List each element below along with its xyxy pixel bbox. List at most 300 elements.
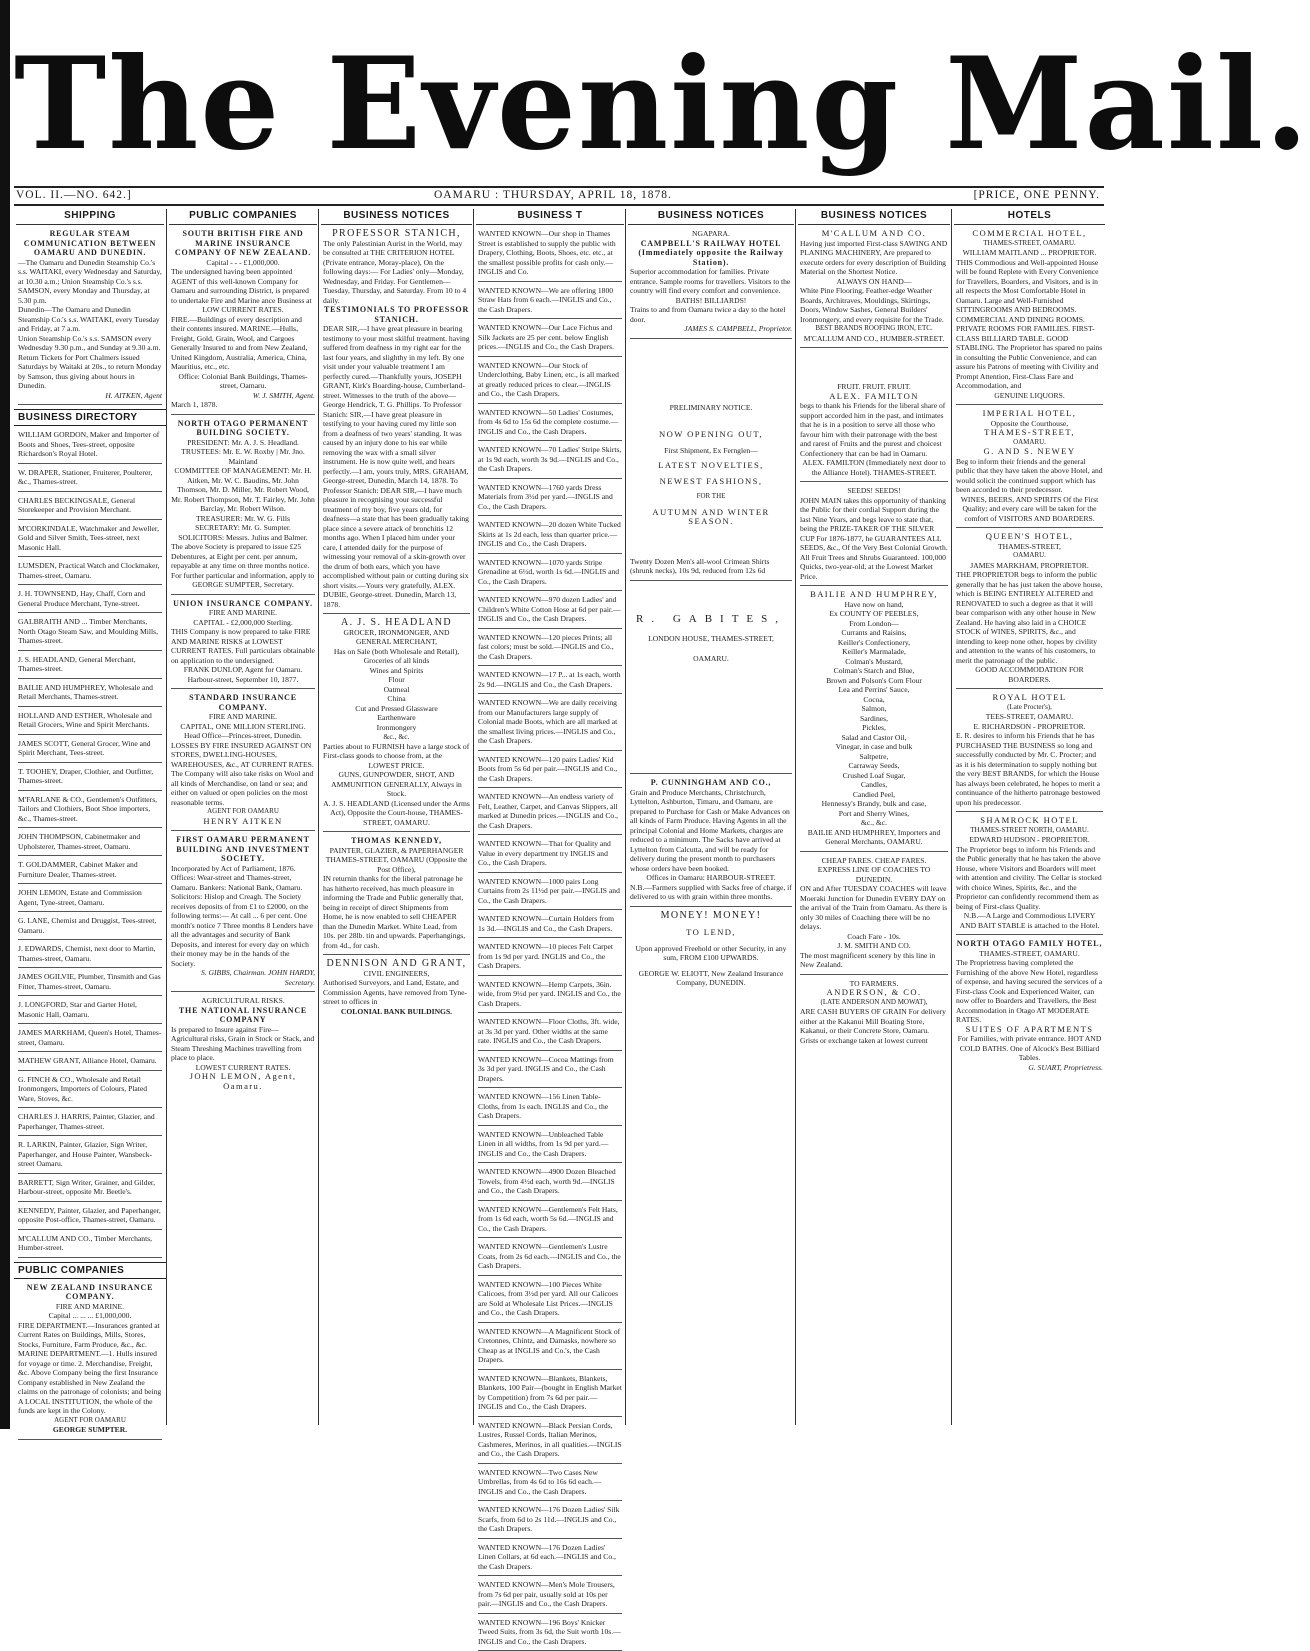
headland-stock-list bbox=[323, 656, 470, 742]
ad-body: Authorised Surveyors, and Land, Estate, and Commission Agents, have removed from Tyne-street to offices in bbox=[323, 978, 470, 1007]
ad-title: QUEEN'S HOTEL, bbox=[956, 532, 1103, 542]
directory-entry: J. LONGFORD, Star and Garter Hotel, Masonic Hall, Oamaru. bbox=[18, 1000, 162, 1024]
wanted-notice: WANTED KNOWN—We are daily receiving from our Manufacturers large supply of Colonial made Boots, which are all marked at the smallest living prices.—INGLIS and Co., the Cash Drapers. bbox=[478, 698, 622, 751]
directory-entry: T. GOLDAMMER, Cabinet Maker and Furniture Dealer, Thames-street. bbox=[18, 860, 162, 884]
list-item: China bbox=[323, 694, 470, 704]
ad-heading: FRUIT. FRUIT. FRUIT. bbox=[800, 382, 948, 392]
list-item: Candied Peel, bbox=[800, 790, 948, 800]
cunningham-ad bbox=[630, 778, 792, 907]
wanted-notice: WANTED KNOWN—70 Ladies' Stripe Skirts, at 1s 9d each, worth 3s 9d.—INGLIS and Co., the Cash Drapers. bbox=[478, 445, 622, 479]
ad-signature: W. J. SMITH, Agent. bbox=[171, 391, 315, 401]
wanted-notice: WANTED KNOWN—A Magnificent Stock of Cretonnes, Chintz, and Damasks, nowhere so Cheap as at INGLIS and Co.'s, the Cash Drapers. bbox=[478, 1327, 622, 1370]
anderson-ad bbox=[800, 979, 948, 1050]
price: [PRICE, ONE PENNY. bbox=[974, 189, 1100, 201]
ad-line: THAMES-STREET NORTH, OAMARU. bbox=[956, 826, 1103, 836]
ad-body: ON and After TUESDAY COACHES will leave Moeraki Junction for Dunedin EVERY DAY on the arrival of the Train from Oamaru. As there is only 30 miles of Coaching there will be no delays. bbox=[800, 884, 948, 932]
wanted-notice: WANTED KNOWN—Our Lace Fichus and Silk Jackets are 25 per cent. below English prices.—INGLIS and Co., the Cash Drapers. bbox=[478, 323, 622, 357]
ad-body: Parties about to FURNISH have a large stock of First-class goods to choose from, at the bbox=[323, 742, 470, 761]
ad-body: The above Society is prepared to issue £25 Debentures, at Eight per cent. per annum, repayable at any time on three months notice. For further particular and information, apply to bbox=[171, 542, 315, 580]
wanted-notice: WANTED KNOWN—120 pairs Ladies' Kid Boots from 5s 6d per pair.—INGLIS and Co., the Cash Drapers. bbox=[478, 755, 622, 789]
directory-entry: CHARLES BECKINGSALE, General Storekeeper and Provision Merchant. bbox=[18, 496, 162, 520]
ad-title: M'CALLUM AND CO. bbox=[800, 229, 948, 239]
wanted-notice: WANTED KNOWN—An endless variety of Felt, Leather, Carpet, and Canvas Slippers, all marked at Dunedin prices.—INGLIS and Co., the Cash Drapers. bbox=[478, 792, 622, 835]
ad-title: R. GABITES, bbox=[630, 615, 792, 625]
list-item: Crushed Loaf Sugar, bbox=[800, 771, 948, 781]
ad-body: THIS Commodious and Well-appointed House will be found Replete with Every Convenience for Travellers, Boarders, and Visitors, and is in all respects the Most Comfortable Hotel in Oamaru. Large and Well-Furnished SITTINGROOMS AND BEDROOMS. COMMERCIAL AND DINING ROOMS. PRIVATE ROOMS FOR FAMILIES. FIRST-CLASS BILLIARD TABLE. GOOD STABLING. The Proprietor has spared no pains in consulting the Public Convenience, and can assure his Patrons of meeting with Civility and Prompt Attention, First-Class Fare and Accommodation, and bbox=[956, 258, 1103, 391]
ad-body: JOHN MAIN takes this opportunity of thanking the Public for their cordial Support during the last Nine Years, and begs leave to state that, being the PRIZE-TAKER OF THE SILVER CUP For 1876-1877, he GUARANTEES ALL SEEDS, &c., Of the Very Best Colonial Growth. All Fruit Trees and Shrubs Guaranteed. 100,000 Quicks, two-year-old, at the Lowest Market Price. bbox=[800, 496, 948, 582]
section-heading: PUBLIC COMPANIES bbox=[14, 1262, 166, 1279]
wanted-notice: WANTED KNOWN—1000 pairs Long Curtains from 2s 11½d per pair.—INGLIS and Co., the Cash Drapers. bbox=[478, 877, 622, 911]
ad-line: ALWAYS ON HAND— bbox=[800, 277, 948, 287]
directory-entry: M'CORKINDALE, Watchmaker and Jeweller, Gold and Silver Smith, Tees-street, next Masonic Hall. bbox=[18, 524, 162, 558]
wanted-notice: WANTED KNOWN—Gentlemen's Lustre Coats, from 2s 6d each.—INGLIS and Co., the Cash Drapers. bbox=[478, 1242, 622, 1276]
ad-body: Twenty Dozen Men's all-wool Crimean Shirts (shrunk necks), 10s 9d, reduced from 12s 6d bbox=[630, 557, 792, 576]
ad-line: Coach Fare - 10s. bbox=[800, 932, 948, 942]
ad-body: The most magnificent scenery by this line in New Zealand. bbox=[800, 951, 948, 970]
business-directory bbox=[14, 430, 166, 1258]
ad-line: WILLIAM MAITLAND ... PROPRIETOR. bbox=[956, 248, 1103, 258]
list-item: Keiller's Confectionery, bbox=[800, 638, 948, 648]
ad-body: N.B.—Farmers supplied with Sacks free of charge, if delivered to us with grain within three months. bbox=[630, 883, 792, 902]
ad-capital: Capital ... ... ... £1,000,000. bbox=[18, 1311, 162, 1321]
ad-title: SOUTH BRITISH FIRE AND MARINE INSURANCE COMPANY OF NEW ZEALAND. bbox=[171, 229, 315, 258]
ad-body: Is prepared to Insure against Fire—Agricultural risks, Grain in Stock or Stack, and Steam Threshing Machines travelling from place to place. bbox=[171, 1025, 315, 1063]
column-business-notices-2 bbox=[473, 209, 626, 1425]
column-heading: BUSINESS NOTICES bbox=[321, 209, 472, 225]
ad-signature: ALEX. FAMILTON (Immediately next door to the Alliance Hotel). THAMES-STREET. bbox=[800, 458, 948, 477]
directory-entry: JOHN LEMON, Estate and Commission Agent, Tyne-street, Oamaru. bbox=[18, 888, 162, 912]
directory-entry: T. TOOHEY, Draper, Clothier, and Outfitter, Thames-street. bbox=[18, 767, 162, 791]
ad-line: JAMES MARKHAM, PROPRIETOR. bbox=[956, 561, 1103, 571]
directory-entry: BAILIE AND HUMPHREY, Wholesale and Retail Merchants, Thames-street. bbox=[18, 683, 162, 707]
ad-signature: G. SUART, Proprietress. bbox=[956, 1063, 1103, 1073]
ad-agent: AGENT FOR OAMARU bbox=[171, 807, 315, 817]
ad-title: CHEAP FARES. CHEAP FARES. bbox=[800, 856, 948, 866]
directory-entry: HOLLAND AND ESTHER, Wholesale and Retail Grocers, Wine and Spirit Merchants. bbox=[18, 711, 162, 735]
ad-line: OAMARU. bbox=[630, 654, 792, 664]
ad-line: FOR THE bbox=[630, 492, 792, 502]
wanted-notice: WANTED KNOWN—Curtain Holders from 1s 3d.—INGLIS and Co., the Cash Drapers. bbox=[478, 914, 622, 938]
ad-title: COMMERCIAL HOTEL, bbox=[956, 229, 1103, 239]
list-item: Oatmeal bbox=[323, 685, 470, 695]
ad-line: THAMES-STREET, OAMARU. bbox=[956, 239, 1103, 249]
preliminary-notice-ad bbox=[630, 343, 792, 581]
ad-line: OAMARU. bbox=[956, 438, 1103, 448]
north-otago-hotel-ad bbox=[956, 939, 1103, 1076]
ad-body: Return Tickets for Port Chalmers issued Saturdays by Waitaki at 20s., to return Monday by Samson, thus giving about hours in Dunedin. bbox=[18, 353, 162, 391]
imperial-hotel-ad bbox=[956, 409, 1103, 528]
wanted-notice: WANTED KNOWN—Two Cases New Umbrellas, from 4s 6d to 16s 6d each.—INGLIS and Co., the Cash Drapers. bbox=[478, 1468, 622, 1502]
ad-body: IN returnin thanks for the liberal patronage he has hitherto received, has much pleasure in informing the Trade and Public generally that, being in receipt of direct Shipments from Home, he is now enabled to sell CHEAPER than the Dunedin Market. White Lead, from 10s. per 28lb. tin and upwards. Paperhangings, from 4d., for cash. bbox=[323, 874, 470, 950]
list-item: Candles, bbox=[800, 780, 948, 790]
bailie-humphrey-ad bbox=[800, 590, 948, 852]
ad-line: LONDON HOUSE, THAMES-STREET, bbox=[630, 634, 792, 644]
directory-entry: G. LANE, Chemist and Druggist, Tees-street, Oamaru. bbox=[18, 916, 162, 940]
masthead-title: The Evening Mail. bbox=[14, 29, 1104, 182]
column-business-notices-3 bbox=[625, 209, 796, 1425]
ad-subtitle: FIRE AND MARINE. bbox=[18, 1302, 162, 1312]
shamrock-hotel-ad bbox=[956, 816, 1103, 935]
ad-title: FIRST OAMARU PERMANENT BUILDING AND INVESTMENT SOCIETY. bbox=[171, 835, 315, 864]
ad-body: Union Steamship Co.'s s.s. SAMSON every Wednesday 9.30 p.m., and Sunday at 9.30 a.m. bbox=[18, 334, 162, 353]
ad-body: For Families, with private entrance. HOT AND COLD BATHS. One of Alcock's Best Billiard Tables. bbox=[956, 1034, 1103, 1063]
wanted-notice: WANTED KNOWN—1070 yards Stripe Grenadine at 6½d, worth 1s 6d.—INGLIS and Co., the Cash Drapers. bbox=[478, 558, 622, 592]
list-item: &c., &c. bbox=[323, 732, 470, 742]
ad-signature: A. J. S. HEADLAND (Licensed under the Arms Act), Opposite the Court-house, THAMES-STREET, OAMARU. bbox=[323, 799, 470, 828]
ad-line: THAMES-STREET, bbox=[956, 428, 1103, 438]
ad-heading: TO FARMERS. bbox=[800, 979, 948, 989]
ad-title: A. J. S. HEADLAND bbox=[323, 618, 470, 628]
ad-subtitle: FIRE AND MARINE. bbox=[171, 712, 315, 722]
ad-signature: FRANK DUNLOP, Agent for Oamaru. Harbour-street, September 10, 1877. bbox=[171, 665, 315, 684]
ad-capital: CAPITAL - £2,000,000 Sterling. bbox=[171, 618, 315, 628]
column-heading: BUSINESS T bbox=[476, 209, 624, 225]
royal-hotel-ad bbox=[956, 693, 1103, 812]
list-item: Salad and Castor Oil, bbox=[800, 733, 948, 743]
ad-signature: BAILIE AND HUMPHREY, Importers and General Merchants, OAMARU. bbox=[800, 828, 948, 847]
ad-body: Beg to inform their friends and the general public that they have taken the above Hotel, and would solicit the continued support which has been accorded to their predecessor. bbox=[956, 457, 1103, 495]
ad-title: BAILIE AND HUMPHREY, bbox=[800, 590, 948, 600]
ad-body: The only Palestinian Aurist in the World, may be consulted at THE CRITERION HOTEL (Private entrance, Moray-place), On the following days:— For Ladies' only—Monday, Wednesday, and Friday. For Gentlemen—Tuesday, Thursday, and Saturday. From 10 to 4 daily. bbox=[323, 239, 470, 306]
ad-address: COLONIAL BANK BUILDINGS. bbox=[323, 1007, 470, 1017]
national-insurance-ad bbox=[171, 996, 315, 1095]
ad-body: The Proprietress having completed the Furnishing of the above New Hotel, regardless of expense, and having secured the services of a First-class Cook and Experienced Waiter, can now offer to Boarders and Travellers, the Best Accommodation in Otago AT MODERATE RATES. bbox=[956, 958, 1103, 1025]
wanted-known-list bbox=[474, 229, 626, 1651]
ad-title: STANDARD INSURANCE COMPANY. bbox=[171, 693, 315, 712]
ad-title: PROFESSOR STANICH, bbox=[323, 229, 470, 239]
ad-line: Has on Sale (both Wholesale and Retail), bbox=[323, 647, 470, 657]
ad-line: PRESIDENT: Mr. A. J. S. Headland. bbox=[171, 438, 315, 448]
list-item: Earthenware bbox=[323, 713, 470, 723]
seeds-ad bbox=[800, 486, 948, 586]
binding-spine bbox=[0, 0, 10, 1429]
ad-subtitle: GENERAL MERCHANT, bbox=[323, 637, 470, 647]
ad-body: Having just imported First-class SAWING AND PLANING MACHINERY, Are prepared to execute orders for every description of Building Material on the Shortest Notice. bbox=[800, 239, 948, 277]
ad-line: THAMES-STREET, bbox=[956, 542, 1103, 552]
ad-rates: LOW CURRENT RATES. bbox=[171, 305, 315, 315]
column-heading: SHIPPING bbox=[16, 209, 164, 225]
ad-line: AUTUMN AND WINTER SEASON. bbox=[630, 508, 792, 527]
ad-title: SHAMROCK HOTEL bbox=[956, 816, 1103, 826]
ad-body: Superior accommodation for families. Private entrance. Sample rooms for travellers. Visitors to the country will find every comfort and convenience. bbox=[630, 267, 792, 296]
mccallum-ad bbox=[800, 229, 948, 348]
ad-agent: AGENT FOR OAMARU bbox=[18, 1416, 162, 1426]
wanted-notice: WANTED KNOWN—Gentlemen's Felt Hats, from 1s 6d each, worth 5s 6d.—INGLIS and Co., the Cash Drapers. bbox=[478, 1205, 622, 1239]
ad-line: NEWEST FASHIONS, bbox=[630, 477, 792, 487]
wanted-notice: WANTED KNOWN—196 Boys' Knicker Tweed Suits, from 3s 6d, the Suit worth 10s.—INGLIS and Co., the Cash Drapers. bbox=[478, 1618, 622, 1651]
list-item: Currants and Raisins, bbox=[800, 628, 948, 638]
ad-line: (Late Procter's), bbox=[956, 703, 1103, 713]
ad-body: —The Oamaru and Dunedin Steamship Co.'s s.s. WAITAKI, every Wednesday and Saturday, at 10.30 a.m.; Union Steamship Co.'s s.s. SAMSON, every Monday and Thursday, at 5.30 p.m. bbox=[18, 258, 162, 306]
ad-signature: M'CALLUM AND CO., HUMBER-STREET. bbox=[800, 334, 948, 344]
wanted-notice: WANTED KNOWN—20 dozen White Tucked Skirts at 1s 2d each, less than quarter price.—INGLIS and Co., the Cash Drapers. bbox=[478, 520, 622, 554]
ad-line: TO LEND, bbox=[630, 928, 792, 938]
headland-ad bbox=[323, 618, 470, 832]
column-shipping bbox=[14, 209, 166, 1425]
ad-subtitle: G. AND S. NEWEY bbox=[956, 447, 1103, 457]
list-item: Colman's Starch and Blue, bbox=[800, 666, 948, 676]
ad-line: TRUSTEES: Mr. E. W. Roxby | Mr. Jno. Mainland bbox=[171, 447, 315, 466]
ad-body: FIRE.—Buildings of every description and their contents insured. MARINE.—Hulls, Freight, Gold, Grain, Wool, and Cargoes Generally Insured to and from New Zealand, United Kingdom, Australia, America, China, Mauritius, etc., etc. bbox=[171, 315, 315, 372]
bailie-stock-list bbox=[800, 628, 948, 828]
directory-entry: LUMSDEN, Practical Watch and Clockmaker, Thames-street, Oamaru. bbox=[18, 561, 162, 585]
ad-signature: J. M. SMITH AND CO. bbox=[800, 941, 948, 951]
familton-ad bbox=[800, 352, 948, 482]
directory-entry: JAMES SCOTT, General Grocer, Wine and Spirit Merchant, Tees-street. bbox=[18, 739, 162, 763]
ad-line: GOOD ACCOMMODATION FOR BOARDERS. bbox=[956, 665, 1103, 684]
ad-heading: NGAPARA. bbox=[630, 229, 792, 239]
ad-signature: GEORGE SUMPTER, Secretary. bbox=[171, 580, 315, 590]
coach-fares-ad bbox=[800, 856, 948, 975]
ad-title: REGULAR STEAM COMMUNICATION BETWEEN OAMARU AND DUNEDIN. bbox=[18, 229, 162, 258]
ad-body: Incorporated by Act of Parliament, 1876. Offices: Wear-street and Thames-street, Oamaru. Bankers: National Bank, Oamaru. Solicitors: Hislop and Creagh. The Society receives deposits of from £1 to £2000, on the following terms:— At call ... 6 per cent. One month's notice 7 Three months 8 Lenders have all the advantages and security of Bank Deposits, and interest for every day on which their money may be in the hands of the Society. bbox=[171, 864, 315, 969]
standard-insurance-ad bbox=[171, 693, 315, 831]
wanted-notice: WANTED KNOWN—10 pieces Felt Carpet from 1s 9d per yard. INGLIS and Co., the Cash Drapers. bbox=[478, 942, 622, 976]
wanted-notice: WANTED KNOWN—Unbleached Table Linen in all widths, from 1s 9d per yard.—INGLIS and Co., the Cash Drapers. bbox=[478, 1130, 622, 1164]
directory-entry: J. S. HEADLAND, General Merchant, Thames-street. bbox=[18, 655, 162, 679]
ad-body: LOSSES BY FIRE INSURED AGAINST ON STORES, DWELLING-HOUSES, WAREHOUSES, &c., AT CURRENT RATES. The Company will also take risks on Wool and all kinds of Merchandise, on land or sea; and either on valued or open policies on the most reasonable terms. bbox=[171, 741, 315, 808]
ad-signature: H. AITKEN, Agent bbox=[18, 391, 162, 401]
wanted-notice: WANTED KNOWN—Our shop in Thames Street is established to supply the public with Drapery, Clothing, Boots, Shoes, etc. etc., at the smallest possible profits for cash only.—INGLIS and Co. bbox=[478, 229, 622, 282]
list-item: Sardines, bbox=[800, 714, 948, 724]
wanted-notice: WANTED KNOWN—50 Ladies' Costumes, from 4s 6d to 15s 6d the complete costume.—INGLIS and Co., the Cash Drapers. bbox=[478, 408, 622, 442]
column-heading: HOTELS bbox=[954, 209, 1105, 225]
directory-entry: J. EDWARDS, Chemist, next door to Martin, Thames-street, Oamaru. bbox=[18, 944, 162, 968]
list-item: Salmon, bbox=[800, 704, 948, 714]
south-british-ad bbox=[171, 229, 315, 415]
wanted-notice: WANTED KNOWN—176 Dozen Ladies' Silk Scarfs, from 6d to 2s 11d.—INGLIS and Co., the Cash Drapers. bbox=[478, 1505, 622, 1539]
ad-office: Offices in Oamaru: HARBOUR-STREET. bbox=[630, 873, 792, 883]
ad-line: From London— bbox=[800, 619, 948, 629]
list-item: Vinegar, in case and bulk bbox=[800, 742, 948, 752]
north-otago-building-ad bbox=[171, 419, 315, 595]
ad-body: The Proprietor begs to inform his Friends and the Public generally that he has taken the above House, where Visitors and Boarders will meet with attention and civility. The Cellar is stocked with choice Wines, Spirits, &c., and the Proprietor can confidently recommend them as being of First-class Quality. bbox=[956, 845, 1103, 912]
directory-entry: JAMES OGILVIE, Plumber, Tinsmith and Gas Fitter, Thames-street, Oamaru. bbox=[18, 972, 162, 996]
ad-signature: S. GIBBS, Chairman. JOHN HARDY, Secretary. bbox=[171, 968, 315, 987]
list-item: Keiller's Marmalade, bbox=[800, 647, 948, 657]
dateline bbox=[14, 186, 1104, 206]
ngapara-hotel-ad bbox=[630, 229, 792, 339]
ad-body: THIS Company is now prepared to take FIRE AND MARINE RISKS at LOWEST CURRENT RATES. Full particulars obtainable on application to the undersigned. bbox=[171, 627, 315, 665]
wanted-notice: WANTED KNOWN—Cocoa Mattings from 3s 3d per yard. INGLIS and Co., the Cash Drapers. bbox=[478, 1055, 622, 1089]
wanted-notice: WANTED KNOWN—Men's Mole Trousers, from 7s 6d per pair, usually sold at 10s per pair.—INGLIS and Co., the Cash Drapers. bbox=[478, 1580, 622, 1614]
ad-capital: Capital - - - £1,000,000. bbox=[171, 258, 315, 268]
ad-date: March 1, 1878. bbox=[171, 400, 315, 410]
ad-line: E. RICHARDSON - PROPRIETOR. bbox=[956, 722, 1103, 732]
ad-body: THE PROPRIETOR begs to inform the public generally that he has just taken the above house, which is BEING ENTIRELY ALTERED and RENOVATED to such a degree as that it will bear comparison with any other house in New Zealand. He having also laid in a CHOICE STOCK of WINES, SPIRITS, &c., and intending to keep none other, hopes by civility and attention to the wants of his customers, to merit the patronage of the public. bbox=[956, 570, 1103, 665]
list-item: Cut and Pressed Glassware bbox=[323, 704, 470, 714]
ad-line: N.B.—A Large and Commodious LIVERY AND BAIT STABLE is attached to the Hotel. bbox=[956, 911, 1103, 930]
ad-line: NOW OPENING OUT, bbox=[630, 430, 792, 440]
wanted-notice: WANTED KNOWN—970 dozen Ladies' and Children's White Cotton Hose at 6d per pair.—INGLIS and Co., the Cash Drapers. bbox=[478, 595, 622, 629]
column-heading: BUSINESS NOTICES bbox=[798, 209, 950, 225]
kennedy-ad bbox=[323, 836, 470, 955]
ad-body: Grain and Produce Merchants, Christchurch, Lyttelton, Ashburton, Timaru, and Oamaru, are prepared to Purchase for Cash or Make Advances on all kinds of Farm Produce. Having Agents in all the principal Colonial and Home Markets, charges are reduced to a minimum. The Sacks have arrived at Lyttelton from Calcutta, and will be ready for delivery during the present month to purchasers whose orders have been booked. bbox=[630, 788, 792, 874]
wanted-notice: WANTED KNOWN—1760 yards Dress Materials from 3½d per yard.—INGLIS and Co., the Cash Drapers. bbox=[478, 483, 622, 517]
ad-signature: GEORGE SUMPTER. bbox=[18, 1425, 162, 1435]
ad-title: ROYAL HOTEL bbox=[956, 693, 1103, 703]
ad-subtitle: TESTIMONIALS TO PROFESSOR STANICH. bbox=[323, 305, 470, 324]
ad-line: SUITES OF APARTMENTS bbox=[956, 1025, 1103, 1035]
list-item: Wines and Spirits bbox=[323, 666, 470, 676]
ad-title: DENNISON AND GRANT, bbox=[323, 959, 470, 969]
directory-entry: WILLIAM GORDON, Maker and Importer of Boots and Shoes, Tees-street, opposite Richardson's Royal Hotel. bbox=[18, 430, 162, 464]
column-public-companies bbox=[166, 209, 319, 1425]
columns bbox=[14, 209, 1106, 1425]
wanted-notice: WANTED KNOWN—Blankets, Blankets, Blankets, 100 Pair—(bought in English Market by Competition) from 7s 6d per pair.—INGLIS and Co., the Cash Drapers. bbox=[478, 1374, 622, 1417]
ad-subtitle: CIVIL ENGINEERS, bbox=[323, 969, 470, 979]
ad-body: E. R. desires to inform his Friends that he has PURCHASED THE BUSINESS so long and successfully conducted by Mr. C. Procter; and as it is his determination to supply nothing but the very BEST BRANDS, for which the House has always been celebrated, he hopes to merit a continuance of the hitherto patronage bestowed upon his predecessor. bbox=[956, 731, 1103, 807]
list-item: Groceries of all kinds bbox=[323, 656, 470, 666]
ad-title: SEEDS! SEEDS! bbox=[800, 486, 948, 496]
ad-line: TREASURER: Mr. W. G. Fills bbox=[171, 514, 315, 524]
ad-price: LOWEST PRICE. bbox=[323, 761, 470, 771]
directory-entry: JOHN THOMPSON, Cabinetmaker and Upholsterer, Thames-street, Oamaru. bbox=[18, 832, 162, 856]
ad-signature: GEORGE W. ELIOTT, New Zealand Insurance Company, DUNEDIN. bbox=[630, 969, 792, 988]
nz-insurance-ad bbox=[18, 1283, 162, 1440]
ad-title: NORTH OTAGO FAMILY HOTEL, bbox=[956, 939, 1103, 949]
directory-entry: KENNEDY, Painter, Glazier, and Paperhanger, opposite Post-office, Thames-street, Oamaru. bbox=[18, 1206, 162, 1230]
professor-stanich-ad bbox=[323, 229, 470, 614]
ad-body: Trains to and from Oamaru twice a day to the hotel door. bbox=[630, 305, 792, 324]
wanted-notice: WANTED KNOWN—We are offering 1800 Straw Hats from 6 each.—INGLIS and Co., the Cash Drapers. bbox=[478, 286, 622, 320]
ad-line: SECRETARY: Mr. G. Sumpter. bbox=[171, 523, 315, 533]
ad-heading: AGRICULTURAL RISKS. bbox=[171, 996, 315, 1006]
ad-rates: LOWEST CURRENT RATES. bbox=[171, 1063, 315, 1073]
ad-body: White Pine Flooring, Feather-edge Weather Boards, Architraves, Mouldings, Skirtings, Doors, Window Sashes, General Builders' Ironmongery, and every requisite for the Trade. bbox=[800, 286, 948, 324]
wanted-notice: WANTED KNOWN—Black Persian Cords, Lustres, Russel Cords, Italian Merinos, Cashmeres, Merinos, in all qualities.—INGLIS and Co., the Cash Drapers. bbox=[478, 1421, 622, 1464]
wanted-notice: WANTED KNOWN—4900 Dozen Bleached Towels, from 4½d each, worth 9d.—INGLIS and Co., the Cash Drapers. bbox=[478, 1167, 622, 1201]
ad-subtitle: FIRE AND MARINE. bbox=[171, 608, 315, 618]
ad-line: Have now on hand, bbox=[800, 600, 948, 610]
ad-office: Office: Colonial Bank Buildings, Thames-street, Oamaru. bbox=[171, 372, 315, 391]
list-item: &c., &c. bbox=[800, 818, 948, 828]
shipping-notice bbox=[18, 229, 162, 405]
wanted-notice: WANTED KNOWN—Hemp Carpets, 36in. wide, from 9½d per yard. INGLIS and Co., the Cash Drapers. bbox=[478, 980, 622, 1014]
ad-body: GUNS, GUNPOWDER, SHOT, AND AMMUNITION GENERALLY, Always in Stock. bbox=[323, 770, 470, 799]
wanted-notice: WANTED KNOWN—176 Dozen Ladies' Linen Collars, at 6d each.—INGLIS and Co., the Cash Drapers. bbox=[478, 1543, 622, 1577]
wanted-notice: WANTED KNOWN—120 pieces Prints; all fast colors; must be sold.—INGLIS and Co., the Cash Drapers. bbox=[478, 633, 622, 667]
ad-capital: CAPITAL, ONE MILLION STERLING. bbox=[171, 722, 315, 732]
ad-line: OAMARU. bbox=[956, 551, 1103, 561]
ad-signature: HENRY AITKEN bbox=[171, 817, 315, 827]
ad-title: NEW ZEALAND INSURANCE COMPANY. bbox=[18, 1283, 162, 1302]
ad-line: First Shipment, Ex Fernglen— bbox=[630, 446, 792, 456]
directory-entry: JAMES MARKHAM, Queen's Hotel, Thames-street, Oamaru. bbox=[18, 1028, 162, 1052]
ad-subtitle: GROCER, IRONMONGER, AND bbox=[323, 628, 470, 638]
ad-title: ALEX. FAMILTON bbox=[800, 392, 948, 402]
list-item: Flour bbox=[323, 675, 470, 685]
ad-line: BATHS! BILLIARDS! bbox=[630, 296, 792, 306]
volume-number: VOL. II.—NO. 642.] bbox=[16, 189, 132, 201]
directory-entry: J. H. TOWNSEND, Hay, Chaff, Corn and General Produce Merchant, Tyne-street. bbox=[18, 589, 162, 613]
list-item: Cocoa, bbox=[800, 695, 948, 705]
queens-hotel-ad bbox=[956, 532, 1103, 689]
wanted-notice: WANTED KNOWN—That for Quality and Value in every department try INGLIS and Co., the Cash Drapers. bbox=[478, 839, 622, 873]
issue-date: OAMARU : THURSDAY, APRIL 18, 1878. bbox=[434, 189, 672, 201]
ad-title: NORTH OTAGO PERMANENT BUILDING SOCIETY. bbox=[171, 419, 315, 438]
ad-body: ARE CASH BUYERS OF GRAIN For delivery either at the Kakanui Mill Boating Store, Kakanui, or their Concrete Store, Oamaru. Grists or exchange taken at lowest current bbox=[800, 1007, 948, 1045]
list-item: Ironmongery bbox=[323, 723, 470, 733]
column-hotels bbox=[951, 209, 1107, 1425]
list-item: Pickles, bbox=[800, 723, 948, 733]
ad-subtitle: EXPRESS LINE OF COACHES TO DUNEDIN. bbox=[800, 865, 948, 884]
directory-entry: M'CALLUM AND CO., Timber Merchants, Humber-street. bbox=[18, 1234, 162, 1258]
wanted-notice: WANTED KNOWN—17 P... at 1s each, worth 2s 9d.—INGLIS and Co., the Cash Drapers. bbox=[478, 670, 622, 694]
directory-entry: M'FARLANE & CO., Gentlemen's Outfitters, Tailors and Clothiers, Boot Shoe importers, &c., Thames-street. bbox=[18, 795, 162, 829]
money-to-lend-ad bbox=[630, 911, 792, 992]
directory-entry: W. DRAPER, Stationer, Fruiterer, Poulterer, &c., Thames-street. bbox=[18, 468, 162, 492]
wanted-notice: WANTED KNOWN—156 Linen Table-Cloths, from 1s each. INGLIS and Co., the Cash Drapers. bbox=[478, 1092, 622, 1126]
ad-line: GENUINE LIQUORS. bbox=[956, 391, 1103, 401]
column-business-notices-1 bbox=[318, 209, 474, 1425]
ad-signature: JOHN LEMON, Agent, Oamaru. bbox=[171, 1072, 315, 1091]
list-item: Colman's Mustard, bbox=[800, 657, 948, 667]
column-heading: PUBLIC COMPANIES bbox=[169, 209, 317, 225]
wanted-notice: WANTED KNOWN—100 Pieces White Calicoes, from 3½d per yard. All our Calicoes are Sold at Wholesale List Prices.—INGLIS and Co., the Cash Drapers. bbox=[478, 1280, 622, 1323]
ad-line: SOLICITORS: Messrs. Julius and Balmer. bbox=[171, 533, 315, 543]
ad-body: begs to thank his Friends for the liberal share of support accorded him in the past, and intimates that he is in a position to serve all those who favour him with their patronage with the best and rarest of Fruits and the purest and choicest Confectionery that can be had in Oamaru. bbox=[800, 401, 948, 458]
list-item: Carraway Seeds, bbox=[800, 761, 948, 771]
list-item: Port and Sherry Wines, bbox=[800, 809, 948, 819]
ad-line: (LATE ANDERSON AND MOWAT), bbox=[800, 998, 948, 1008]
union-insurance-ad bbox=[171, 599, 315, 690]
ad-title: P. CUNNINGHAM AND CO., bbox=[630, 778, 792, 788]
list-item: Saltpetre, bbox=[800, 752, 948, 762]
wanted-notice: WANTED KNOWN—Our Stock of Underclothing, Baby Linen, etc., is all marked at greatly reduced prices to clear.—INGLIS and Co., the Cash Drapers. bbox=[478, 361, 622, 404]
ad-line: LATEST NOVELTIES, bbox=[630, 461, 792, 471]
ad-body: WINES, BEERS, AND SPIRITS Of the First Quality; and every care will be taken for the comfort of VISITORS AND BOARDERS. bbox=[956, 495, 1103, 524]
ad-title: PRELIMINARY NOTICE. bbox=[630, 403, 792, 413]
gabites-ad bbox=[630, 585, 792, 775]
ad-body: The undersigned having been appointed AGENT of this well-known Company for Oamaru and surrounding District, is prepared to undertake Fire and Marine ance Business at bbox=[171, 267, 315, 305]
ad-line: Opposite the Courthouse, bbox=[956, 419, 1103, 429]
section-heading: BUSINESS DIRECTORY bbox=[14, 409, 166, 426]
directory-entry: G. FINCH & CO., Wholesale and Retail Ironmongers, Importers of Colours, Plated Ware, Stoves, &c. bbox=[18, 1075, 162, 1109]
ad-office: Head Office—Princes-street, Dunedin. bbox=[171, 731, 315, 741]
first-oamaru-building-ad bbox=[171, 835, 315, 992]
ad-body: Upon approved Freehold or other Security, in any sum, FROM £100 UPWARDS. bbox=[630, 944, 792, 963]
column-heading: BUSINESS NOTICES bbox=[628, 209, 794, 225]
wanted-notice: WANTED KNOWN—Floor Cloths, 3ft. wide, at 3s 3d per yard. Other widths at the same rate. INGLIS and Co., the Cash Drapers. bbox=[478, 1017, 622, 1051]
ad-title: THE NATIONAL INSURANCE COMPANY bbox=[171, 1006, 315, 1025]
dennison-grant-ad bbox=[323, 959, 470, 1020]
ad-line: TEES-STREET, OAMARU. bbox=[956, 712, 1103, 722]
ad-title: ANDERSON, & CO. bbox=[800, 988, 948, 998]
column-business-notices-4 bbox=[795, 209, 952, 1425]
list-item: Brown and Polson's Corn Flour bbox=[800, 676, 948, 686]
directory-entry: GALBRAITH AND ... Timber Merchants, North Otago Steam Saw, and Moulding Mills, Thames-street. bbox=[18, 617, 162, 651]
list-item: Lea and Perrins' Sauce, bbox=[800, 685, 948, 695]
ad-line: THAMES-STREET, OAMARU. bbox=[956, 949, 1103, 959]
ad-title: MONEY! MONEY! bbox=[630, 911, 792, 921]
ad-body: DEAR SIR,—I have great pleasure in bearing testimony to your most skilful treatment. having suffered from deafness in my right ear for the last four years, and slighthy in my left. By one visit under your valuable treatment I am perfectly cured.—Thankfully yours, JOSEPH GRANT, Kirk's Boarding-house, Cumberland-street. Witnesses to the truth of the above—George Hendrick, T. G. Phillips. To Professor Stanich: SIR,—I have great pleasure in testifying to your having cured my little son from a deafness of two years' standing. It was caused by an injury done to his ear while removing the wax with a small silver instrument. He is now quite well, and hears perfectly.—I am, yours truly, MRS. GRAHAM, George-street, Dunedin, March 14, 1878. To Professor Stanich: DEAR SIR,—I have much pleasure in recognising your successful treatment of my boy, five years old, for deafness—a state that has been gradually taking place since a severe attack of bronchitis 12 months ago. When I placed him under your care, I attended daily for the purpose of witnessing your removal of a skin-growth over the drum of both ears, which you have accomplished without pain or cutting during six short visits.—Yours very gratefully, ALEX. DUBIE, George-street. Dunedin, March 13, 1878. bbox=[323, 324, 470, 609]
ad-title: IMPERIAL HOTEL, bbox=[956, 409, 1103, 419]
directory-entry: R. LARKIN, Painter, Glazier, Sign Writer, Paperhanger, and House Painter, Wansbeck-street Oamaru. bbox=[18, 1140, 162, 1174]
ad-line: COMMITTEE OF MANAGEMENT: Mr. H. Aitken, Mr. W. C. Baudins, Mr. John Thomson, Mr. D. Miller, Mr. Robert Wood, Mr. Robert Thompson, Mr. T. Fairley, Mr. John Barclay, Mr. Robert Wilson. bbox=[171, 466, 315, 514]
ad-body: FIRE DEPARTMENT.—Insurances granted at Current Rates on Buildings, Mills, Stores, Stocks, Furniture, Farm Produce, &c., &c. MARINE DEPARTMENT.—1. Hulls insured for voyage or time. 2. Merchandise, Freight, &c. Above Company being the first Insurance Company established in New Zealand the claims on the patronage of colonists; and being A LOCAL INSTITUTION, the whole of the funds are kept in the Colony. bbox=[18, 1321, 162, 1416]
directory-entry: MATHEW GRANT, Alliance Hotel, Oamaru. bbox=[18, 1056, 162, 1071]
ad-subtitle: PAINTER, GLAZIER, & PAPERHANGER THAMES-STREET, OAMARU (Opposite the Post Office), bbox=[323, 846, 470, 875]
ad-title: CAMPBELL'S RAILWAY HOTEL (Immediately opposite the Railway Station). bbox=[630, 239, 792, 268]
ad-title: THOMAS KENNEDY, bbox=[323, 836, 470, 846]
list-item: Hennessy's Brandy, bulk and case, bbox=[800, 799, 948, 809]
directory-entry: CHARLES J. HARRIS, Painter, Glazier, and Paperhanger, Thames-street. bbox=[18, 1112, 162, 1136]
ad-body: Dunedin—The Oamaru and Dunedin Steamship Co.'s s.s. WAITAKI, every Tuesday and Friday, at 7 a.m. bbox=[18, 305, 162, 334]
ad-line: EDWARD HUDSON - PROPRIETOR. bbox=[956, 835, 1103, 845]
commercial-hotel-ad bbox=[956, 229, 1103, 405]
ad-line: Ex COUNTY OF PEEBLES, bbox=[800, 609, 948, 619]
